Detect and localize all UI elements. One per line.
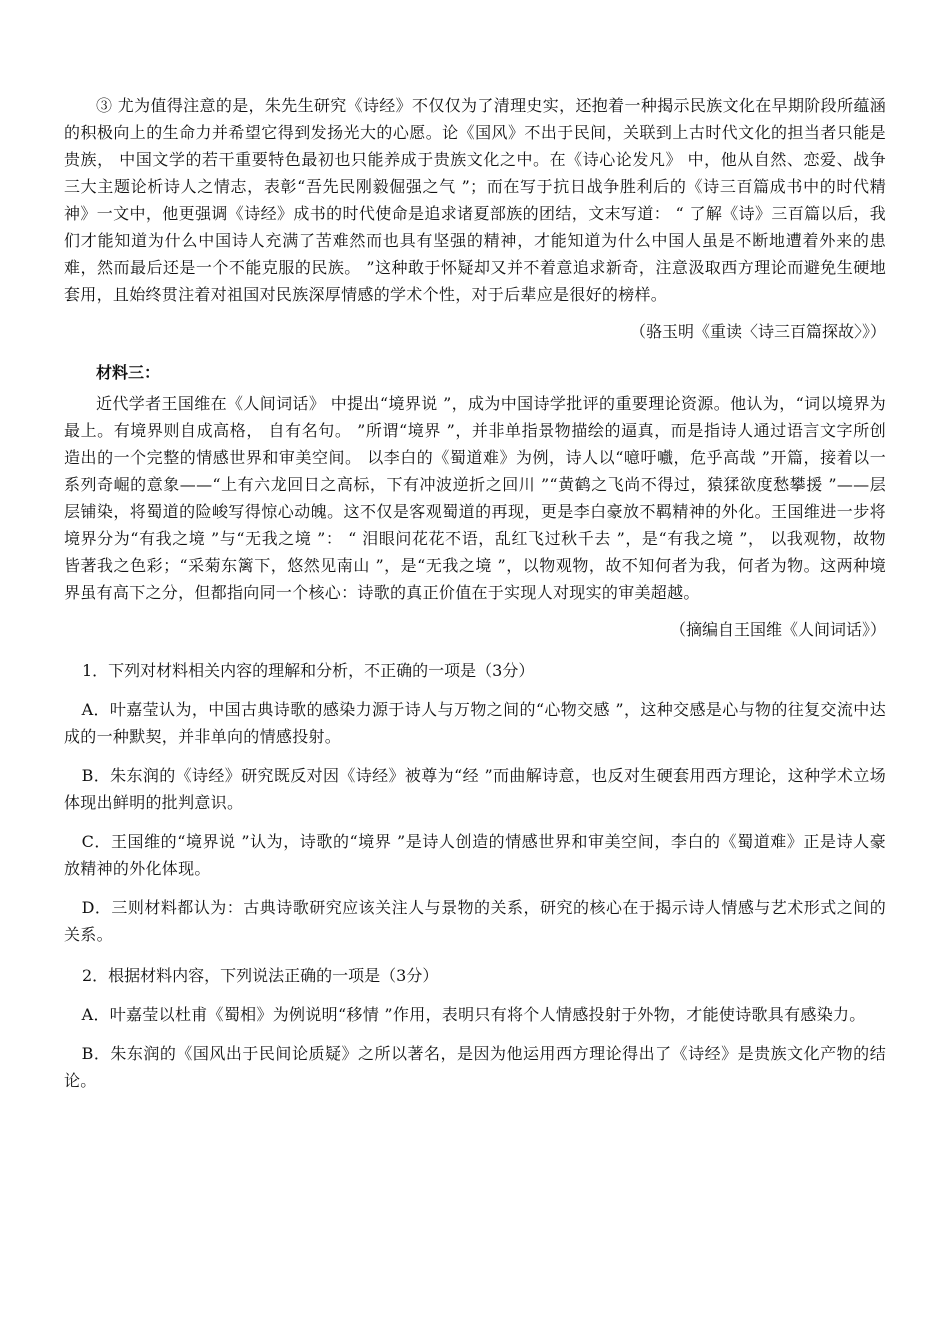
document-page xyxy=(64,92,886,1094)
question-2-option-a: A．叶嘉莹以杜甫《蜀相》为例说明“移情 ”作用，表明只有将个人情感投射于外物，才能使诗歌具有感染力。 xyxy=(81,1005,866,1024)
question-2-option-b: B．朱东润的《国风出于民间论质疑》之所以著名，是因为他运用西方理论得出了《诗经》是贵族文化产物的结论。 xyxy=(64,1044,886,1090)
material3-source: （摘编自王国维《人间词话》） xyxy=(669,620,886,639)
material2-source: （骆玉明《重读〈诗三百篇探故〉》） xyxy=(629,322,886,341)
question-1-option-b: B．朱东润的《诗经》研究既反对因《诗经》被尊为“经 ”而曲解诗意，也反对生硬套用西方理论，这种学术立场体现出鲜明的批判意识。 xyxy=(64,766,886,812)
question-2-stem: 2．根据材料内容，下列说法正确的一项是（3分） xyxy=(82,966,439,985)
material3-heading: 材料三： xyxy=(96,363,161,382)
question-1-option-c: C．王国维的“境界说 ”认为，诗歌的“境界 ”是诗人创造的情感世界和审美空间，李白的《蜀道难》正是诗人豪放精神的外化体现。 xyxy=(64,832,886,878)
question-1-stem: 1．下列对材料相关内容的理解和分析，不正确的一项是（3分） xyxy=(82,661,535,680)
material3-paragraph: 近代学者王国维在《人间词话》 中提出“境界说 ”，成为中国诗学批评的重要理论资源。他认为，“词以境界为最上。有境界则自成高格， 自有名句。 ”所谓“境界 ”，并非单指景物描绘的逼真，而是指诗人通过语言文字所创造出的一个完整的情感世界和审美空间。 以李白的《蜀道难》为例，诗人以“噫吁嚱，危乎高哉 ”开篇，接着以一系列奇崛的意象——“上有六龙回日之高标，下有冲波逆折之回川 ”“黄鹤之飞尚不得过，猿猱欲度愁攀援 ”——层层铺染，将蜀道的险峻写得惊心动魄。这不仅是客观蜀道的再现，更是李白豪放不羁精神的外化。王国维进一步将境界分为“有我之境 ”与“无我之境 ”： “ 泪眼问花花不语，乱红飞过秋千去 ”，是“有我之境 ”， 以我观物，故物皆著我之色彩；“采菊东篱下，悠然见南山 ”，是“无我之境 ”，以物观物，故不知何者为我，何者为物。这两种境界虽有高下之分，但都指向同一个核心：诗歌的真正价值在于实现人对现实的审美超越。 xyxy=(64,394,886,602)
material2-paragraph-3: ③ 尤为值得注意的是，朱先生研究《诗经》不仅仅为了清理史实，还抱着一种揭示民族文化在早期阶段所蕴涵的积极向上的生命力并希望它得到发扬光大的心愿。论《国风》不出于民间，关联到上古时代文化的担当者只能是贵族， 中国文学的若干重要特色最初也只能养成于贵族文化之中。在《诗心论发凡》 中，他从自然、恋爱、战争三大主题论析诗人之情志，表彰“吾先民刚毅倔强之气 ”；而在写于抗日战争胜利后的《诗三百篇成书中的时代精神》一文中，他更强调《诗经》成书的时代使命是追求诸夏部族的团结，文末写道： “ 了解《诗》三百篇以后，我们才能知道为什么中国诗人充满了苦难然而也具有坚强的精神，才能知道为什么中国人虽是不断地遭着外来的患难，然而最后还是一个不能克服的民族。 ”这种敢于怀疑却又并不着意追求新奇，注意汲取西方理论而避免生硬地套用，且始终贯注着对祖国对民族深厚情感的学术个性，对于后辈应是很好的榜样。 xyxy=(64,96,886,304)
question-1-option-a: A．叶嘉莹认为，中国古典诗歌的感染力源于诗人与万物之间的“心物交感 ”，这种交感是心与物的往复交流中达成的一种默契，并非单向的情感投射。 xyxy=(64,700,886,746)
question-1-option-d: D．三则材料都认为：古典诗歌研究应该关注人与景物的关系，研究的核心在于揭示诗人情感与艺术形式之间的关系。 xyxy=(64,898,886,944)
